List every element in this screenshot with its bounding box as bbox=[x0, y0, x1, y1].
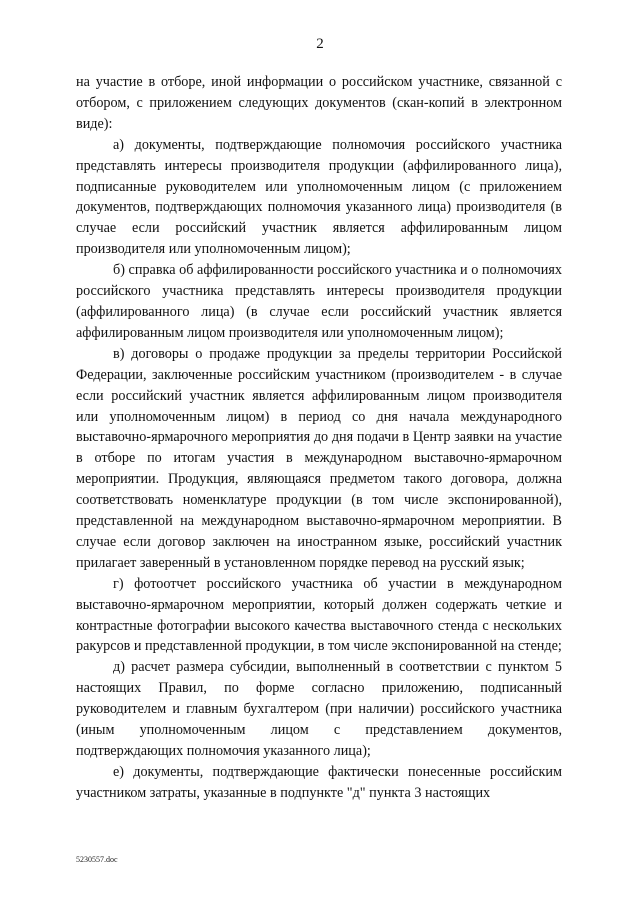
page-number: 2 bbox=[316, 36, 324, 52]
document-body bbox=[76, 72, 562, 804]
paragraph-item-d: д) расчет размера субсидии, выполненный в соответствии с пунктом 5 настоящих Правил, по форме согласно приложению, подписанный руководителем и главным бухгалтером (при наличии) российского участника (иным уполномоченным лицом с представлением документов, подтверждающих полномочия указанного лица); bbox=[76, 659, 562, 759]
paragraph-item-a: а) документы, подтверждающие полномочия российского участника представлять интересы производителя продукции (аффилированного лица), подписанные руководителем или уполномоченным лицом (с приложением документов, подтверждающих полномочия указанного лица) производителя (в случае если российский участник является аффилированным лицом производителя или уполномоченным лицом); bbox=[76, 136, 562, 258]
paragraph-item-b: б) справка об аффилированности российского участника и о полномочиях российского участника представлять интересы производителя продукции (аффилированного лица) (в случае если российский участник является аффилированным лицом производителя или уполномоченным лицом); bbox=[76, 262, 562, 341]
paragraph-item-g: г) фотоотчет российского участника об участии в международном выставочно-ярмарочном мероприятии, который должен содержать четкие и контрастные фотографии высокого качества выставочного стенда с нескольких ракурсов и представленной продукции, в том числе экспонированной на стенде; bbox=[76, 575, 562, 655]
paragraph-intro: на участие в отборе, иной информации о российском участнике, связанной с отбором, с приложением следующих документов (скан-копий в электронном виде): bbox=[76, 74, 562, 132]
paragraph-item-v: в) договоры о продаже продукции за пределы территории Российской Федерации, заключенные российским участником (производителем - в случае если российский участник является аффилированным лицом производителя или уполномоченным лицом) в период со дня начала международного выставочно-ярмарочного мероприятия до дня подачи в Центр заявки на участие в отборе по итогам участия в международном выставочно-ярмарочном мероприятии. Продукция, являющаяся предметом такого договора, должна соответствовать номенклатуре продукции (в том числе экспонированной), представленной на международном выставочно-ярмарочном мероприятии. В случае если договор заключен на иностранном языке, российский участник прилагает заверенный в установленном порядке перевод на русский язык; bbox=[76, 345, 562, 571]
paragraph-item-e: е) документы, подтверждающие фактически понесенные российским участником затраты, указанные в подпункте "д" пункта 3 настоящих bbox=[76, 763, 562, 801]
file-name-footer: 5230557.doc bbox=[76, 855, 118, 864]
